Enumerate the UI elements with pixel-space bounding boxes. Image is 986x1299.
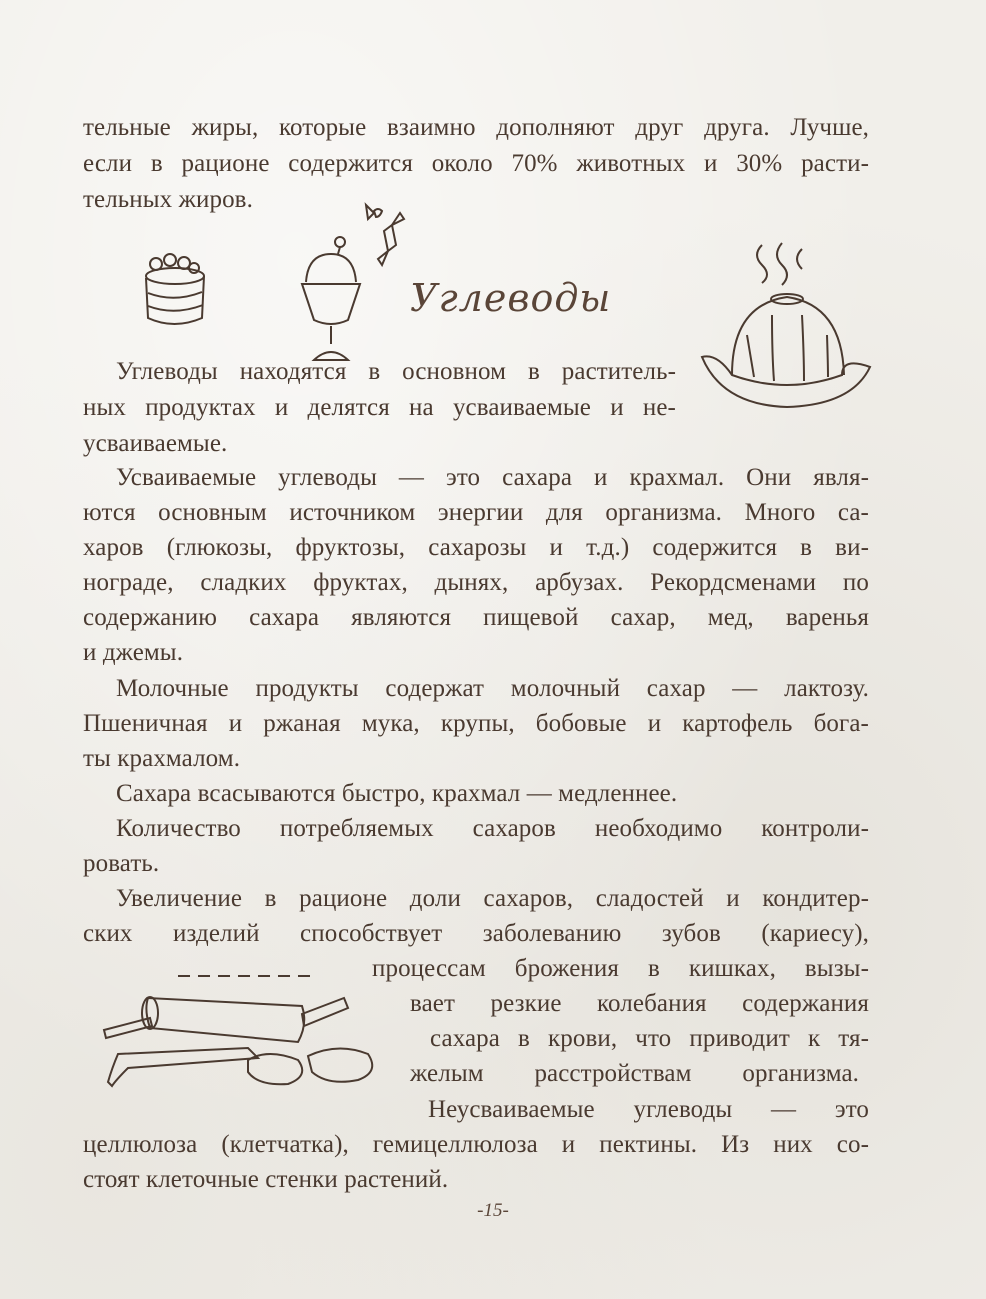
intro-line-2: если в рационе содержится около 70% животных и 30% расти- [83, 150, 869, 177]
body-line-3: усваиваемые. [83, 430, 228, 457]
body-line-11: Пшеничная и ржаная мука, крупы, бобовые и картофель бога- [83, 710, 869, 737]
body-line-18: процессам брожения в кишках, вызы- [372, 955, 869, 982]
page-number: -15- [477, 1200, 509, 1221]
body-line-22: Неусваиваемые углеводы — это [428, 1096, 869, 1123]
candy-icon [358, 195, 408, 270]
intro-line-3: тельных жиров. [83, 186, 253, 213]
body-line-23: целлюлоза (клетчатка), гемицеллюлоза и пектины. Из них со- [83, 1131, 869, 1158]
body-line-19: вает резкие колебания содержания [410, 990, 869, 1017]
body-line-1: Углеводы находятся в основном в раститель- [116, 358, 676, 385]
body-line-21: желым расстройствам организма. [410, 1060, 859, 1087]
body-line-4: Усваиваемые углеводы — это сахара и крахмал. Они явля- [116, 464, 869, 491]
body-line-12: ты крахмалом. [83, 745, 241, 772]
body-line-24: стоят клеточные стенки растений. [83, 1166, 449, 1193]
ice-cream-cup-icon [296, 232, 366, 367]
body-line-10: Молочные продукты содержат молочный сахар — лактозу. [116, 675, 869, 702]
body-line-14: Количество потребляемых сахаров необходимо контроли- [116, 815, 869, 842]
body-line-7: нограде, сладких фруктах, дынях, арбузах. Рекордсменами по [83, 569, 869, 596]
pudding-icon [692, 235, 872, 435]
section-heading: Углеводы [410, 276, 612, 320]
intro-line-1: тельные жиры, которые взаимно дополняют друг друга. Лучше, [83, 114, 869, 141]
body-line-6: харов (глюкозы, фруктозы, сахарозы и т.д.) содержится в ви- [83, 534, 869, 561]
body-line-16: Увеличение в рационе доли сахаров, сладостей и кондитер- [116, 885, 869, 912]
body-line-5: ются основным источником энергии для организма. Много са- [83, 499, 869, 526]
body-line-20: сахара в крови, что приводит к тя- [430, 1025, 869, 1052]
body-line-15: ровать. [83, 850, 160, 877]
body-line-17: ских изделий способствует заболеванию зубов (кариесу), [83, 920, 869, 947]
body-line-8: содержанию сахара являются пищевой сахар, мед, варенья [83, 604, 869, 631]
rolling-pin-icon [98, 968, 398, 1098]
body-line-13: Сахара всасываются быстро, крахмал — медленнее. [116, 780, 678, 807]
body-line-9: и джемы. [83, 639, 184, 666]
cake-jar-icon [134, 248, 214, 338]
body-line-2: ных продуктах и делятся на усваиваемые и не- [83, 394, 676, 421]
